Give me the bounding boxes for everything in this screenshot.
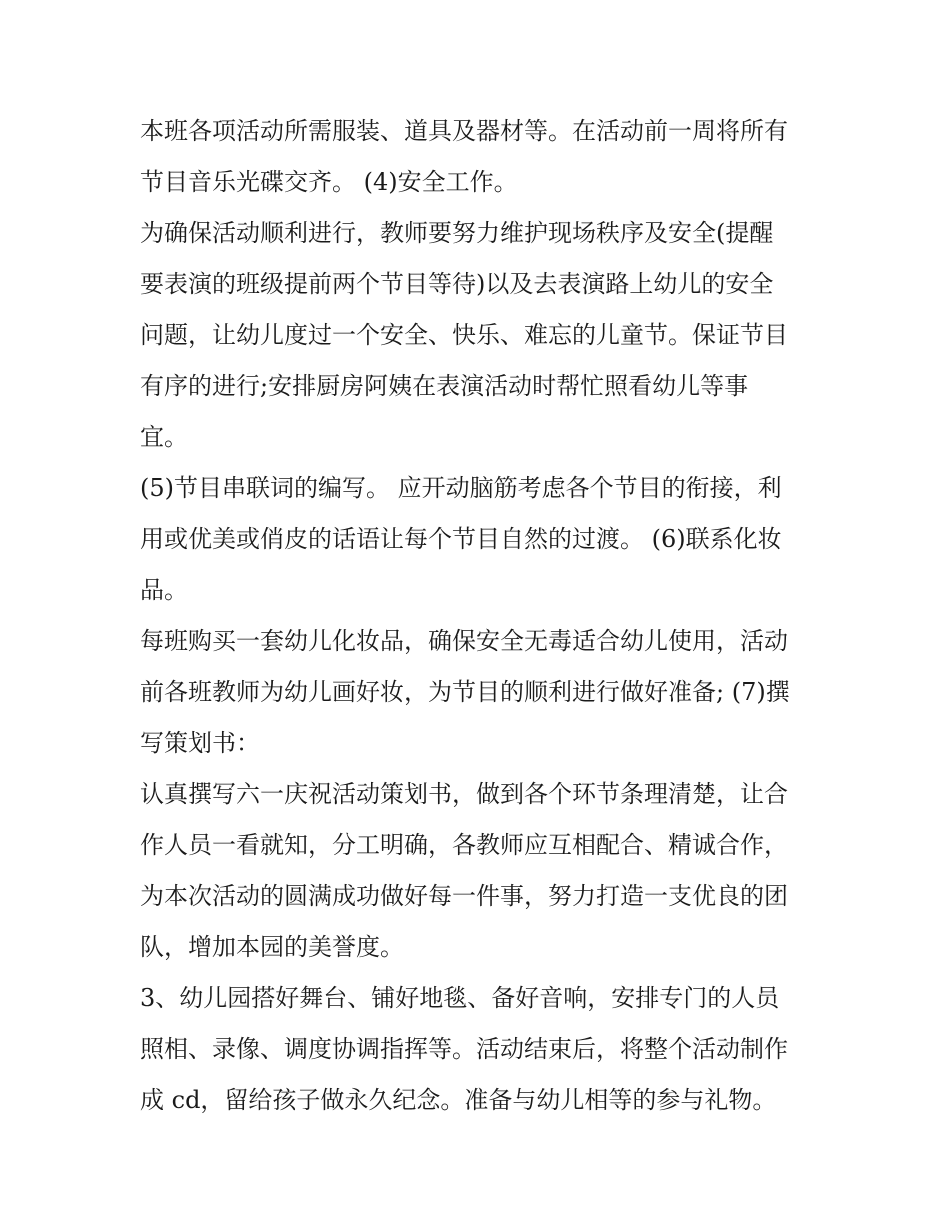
text-line: 本班各项活动所需服装、道具及器材等。在活动前一周将所有 [140, 117, 788, 145]
text-line: 品。 [140, 576, 188, 604]
text-line: 作人员一看就知，分工明确，各教师应互相配合、精诚合作， [140, 831, 788, 859]
text-line: 照相、录像、调度协调指挥等。活动结束后，将整个活动制作 [140, 1035, 788, 1063]
text-line: 每班购买一套幼儿化妆品，确保安全无毒适合幼儿使用，活动 [140, 627, 788, 655]
text-line: 为确保活动顺利进行，教师要努力维护现场秩序及安全(提醒 [140, 219, 774, 247]
text-line: 为本次活动的圆满成功做好每一件事，努力打造一支优良的团 [140, 882, 788, 910]
text-line: 认真撰写六一庆祝活动策划书，做到各个环节条理清楚，让合 [140, 780, 788, 808]
text-line: 写策划书： [140, 729, 260, 757]
text-line: 前各班教师为幼儿画好妆，为节目的顺利进行做好准备; (7)撰 [140, 678, 790, 706]
document-body [140, 106, 820, 1126]
text-line: 问题，让幼儿度过一个安全、快乐、难忘的儿童节。保证节目 [140, 321, 788, 349]
text-line: 要表演的班级提前两个节目等待)以及去表演路上幼儿的安全 [140, 270, 774, 298]
text-line: 用或优美或俏皮的话语让每个节目自然的过渡。 (6)联系化妆 [140, 525, 782, 553]
text-line: 有序的进行;安排厨房阿姨在表演活动时帮忙照看幼儿等事 [140, 372, 749, 400]
text-line: 3、幼儿园搭好舞台、铺好地毯、备好音响，安排专门的人员 [140, 984, 780, 1012]
text-line: (5)节目串联词的编写。 应开动脑筋考虑各个节目的衔接，利 [140, 474, 782, 502]
text-line: 队，增加本园的美誉度。 [140, 933, 404, 961]
text-line: 节目音乐光碟交齐。 (4)安全工作。 [140, 168, 518, 196]
text-line: 成 cd，留给孩子做永久纪念。准备与幼儿相等的参与礼物。 [140, 1086, 777, 1114]
text-line: 宜。 [140, 423, 188, 451]
